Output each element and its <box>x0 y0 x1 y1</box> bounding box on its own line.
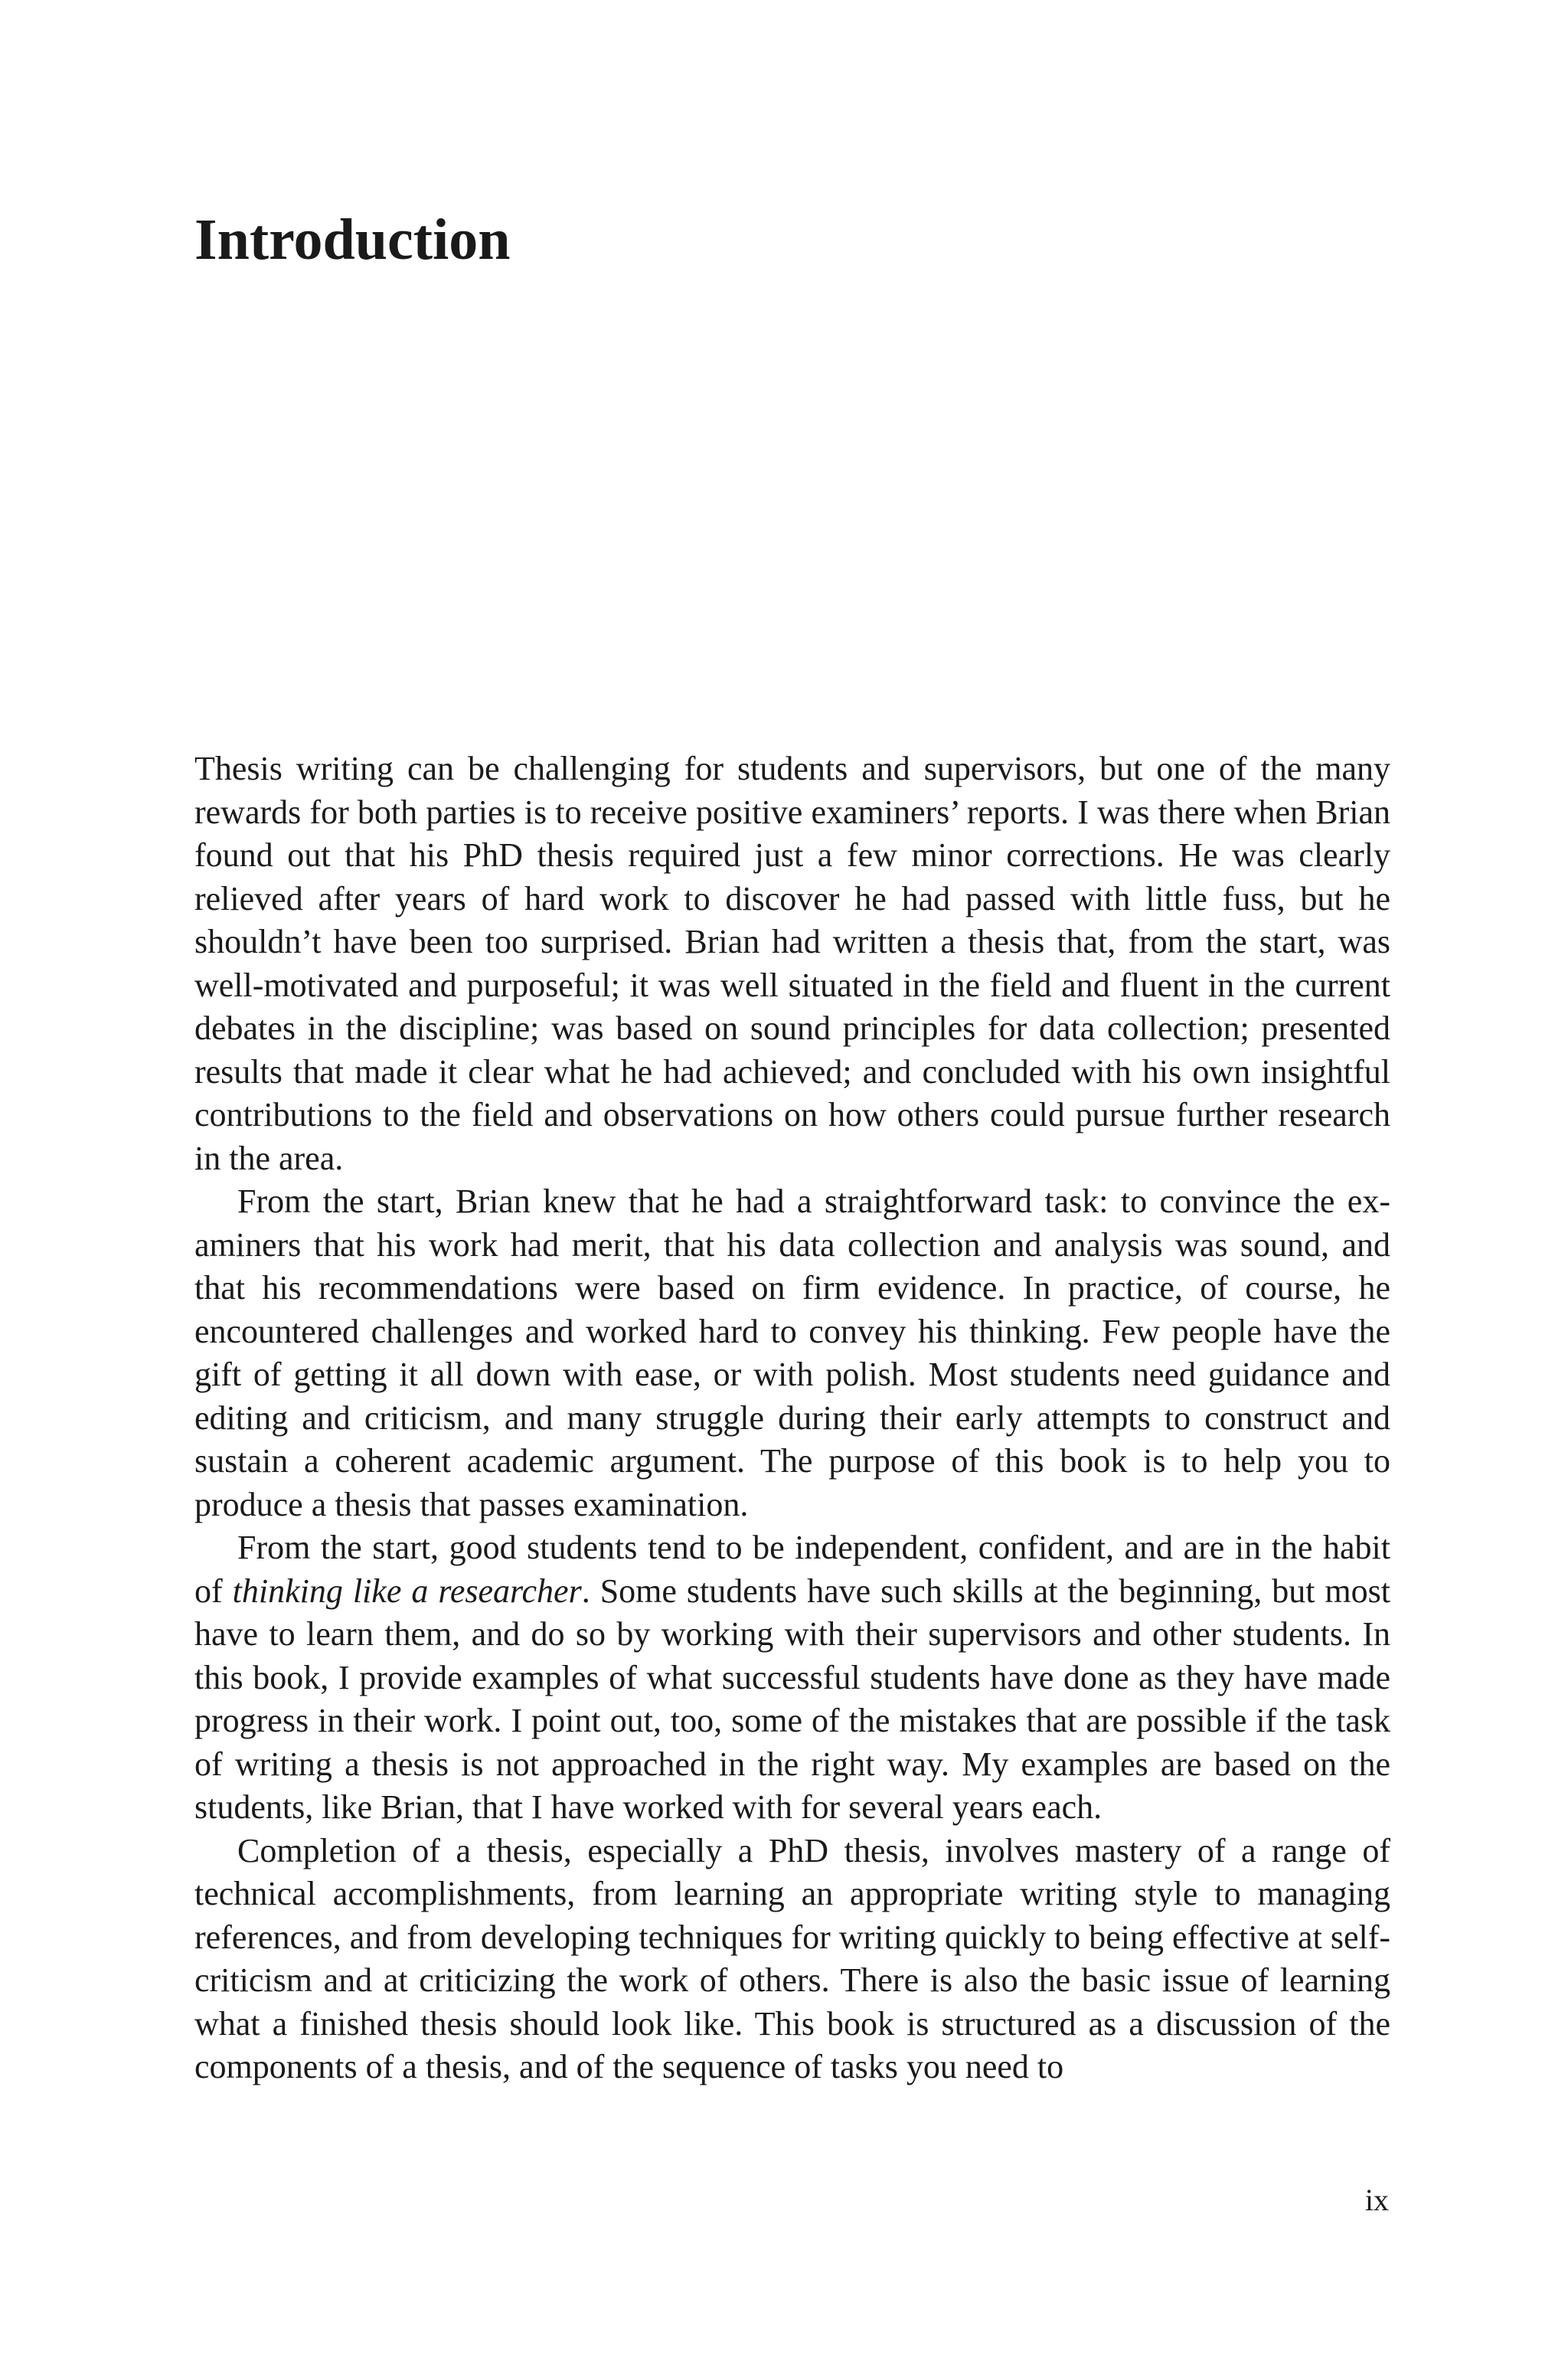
body-text <box>194 747 1390 2089</box>
page-number: ix <box>1364 2183 1389 2217</box>
paragraph-2: From the start, Brian knew that he had a straightforward task: to convince the examiners that his work had merit, that his data collection and analysis was sound, and that his recommendations were based on firm evidence. In practice, of course, he encountered challenges and worked hard to convey his thinking. Few people have the gift of getting it all down with ease, or with polish. Most students need guidance and editing and criticism, and many struggle during their early attempts to construct and sustain a coherent academic argument. The purpose of this book is to help you to produce a thesis that passes examination. <box>194 1182 1390 1523</box>
chapter-title: Introduction <box>194 208 511 272</box>
paragraph-1: Thesis writing can be challenging for students and supervisors, but one of the many rewards for both parties is to receive positive examiners’ reports. I was there when Brian found out that his PhD thesis required just a few minor corrections. He was clearly relieved after years of hard work to discover he had passed with little fuss, but he shouldn’t have been too surprised. Brian had written a thesis that, from the start, was well-motivated and purposeful; it was well situated in the field and fluent in the current debates in the discipline; was based on sound principles for data collection; presented results that made it clear what he had achieved; and concluded with his own insightful contributions to the field and observations on how others could pursue further research in the area. <box>194 750 1390 1177</box>
paragraph-4: Completion of a thesis, especially a PhD thesis, involves mastery of a range of technical accomplishments, from learning an appropriate writing style to managing references, and from developing techniques for writing quickly to being effective at self-criticism and at criticizing the work of others. There is also the basic issue of learning what a finished thesis should look like. This book is structured as a discussion of the components of a thesis, and of the sequence of tasks you need to <box>194 1831 1390 2085</box>
paragraph-3-text-before: From the start, good students tend to be independent, confident, and are in the habit of <box>194 1529 1390 1610</box>
paragraph-3-text-after: . Some students have such skills at the beginning, but most have to learn them, and do so by working with their supervisors and other students. In this book, I provide examples of what successful students have done as they have made progress in their work. I point out, too, some of the mistakes that are possible if the task of writing a thesis is not approached in the right way. My examples are based on the students, like Brian, that I have worked with for several years each. <box>194 1572 1390 1826</box>
paragraph-3 <box>194 1526 1390 1830</box>
emphasis-thinking-like-a-researcher: thinking like a researcher <box>232 1572 582 1610</box>
